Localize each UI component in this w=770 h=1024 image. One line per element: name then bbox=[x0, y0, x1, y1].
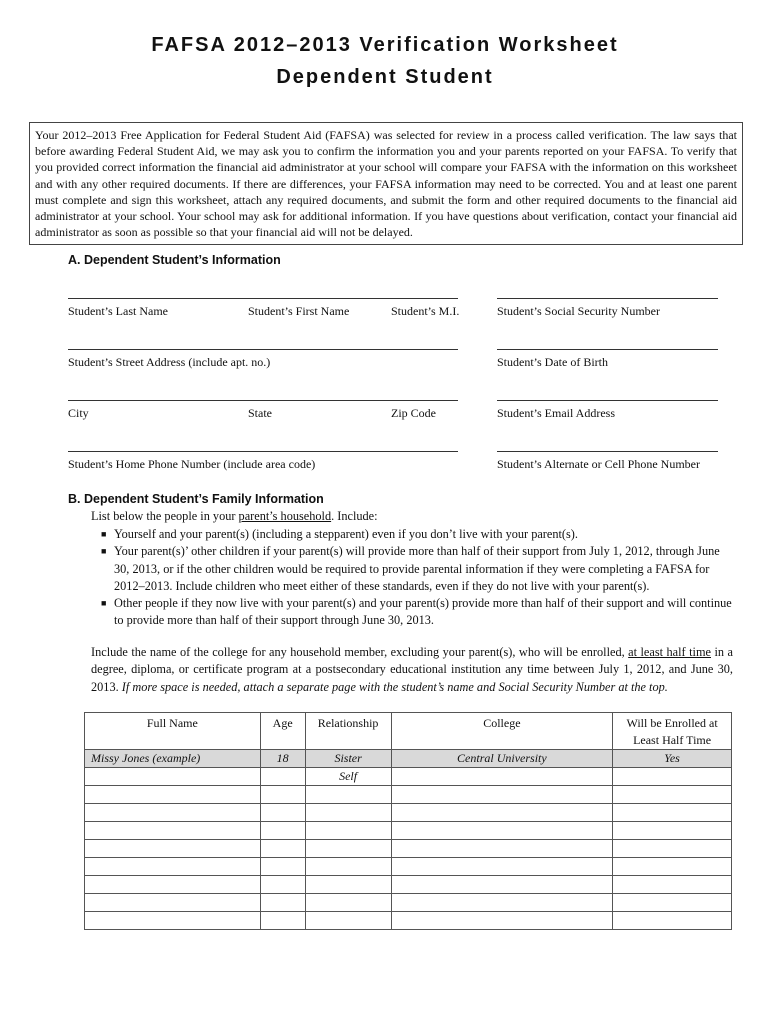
college-cell[interactable] bbox=[391, 858, 613, 876]
email-field-line[interactable] bbox=[497, 400, 718, 401]
last-name-label: Student’s Last Name bbox=[68, 304, 168, 318]
alt-phone-label: Student’s Alternate or Cell Phone Number bbox=[497, 457, 700, 471]
alt-phone-field-line[interactable] bbox=[497, 451, 718, 452]
relationship-cell[interactable] bbox=[305, 912, 391, 930]
bullet-item: ■ Your parent(s)’ other children if your parent(s) will provide more than half of their support from July 1, 2012, through June 30, 2013, or if the other children would be required to provide parental information if they were completing a FAFSA for 2012–2013. Include children who meet either of these standards, even if they do not live with your parent(s). bbox=[101, 544, 720, 593]
home-phone-field-line[interactable] bbox=[68, 451, 458, 452]
table-row bbox=[85, 894, 732, 912]
enrolled-cell[interactable] bbox=[613, 876, 732, 894]
example-relationship: Sister bbox=[305, 750, 391, 768]
first-name-label: Student’s First Name bbox=[248, 304, 350, 318]
relationship-cell[interactable] bbox=[305, 822, 391, 840]
section-a-heading: A. Dependent Student’s Information bbox=[68, 253, 281, 267]
zip-label: Zip Code bbox=[391, 406, 436, 420]
enrolled-cell[interactable] bbox=[613, 768, 732, 786]
relationship-cell[interactable] bbox=[305, 876, 391, 894]
col-header-college: College bbox=[391, 713, 613, 750]
page-title: FAFSA 2012–2013 Verification Worksheet bbox=[151, 34, 619, 56]
col-header-relationship: Relationship bbox=[305, 713, 391, 750]
name-cell[interactable] bbox=[85, 876, 261, 894]
college-note: Include the name of the college for any household member, excluding your parent(s), who will be enrolled, at least half time in a degree, diploma, or certificate program at a postsecondary educational institution any time between July 1, 2012, and June 30, 2013. If more space is needed, attach a separate page with the student’s name and Social Security Number at the top. bbox=[91, 645, 733, 694]
bullet-icon: ■ bbox=[101, 529, 107, 539]
table-row bbox=[85, 804, 732, 822]
age-cell[interactable] bbox=[260, 768, 305, 786]
section-b-heading: B. Dependent Student’s Family Information bbox=[68, 492, 324, 506]
example-age: 18 bbox=[260, 750, 305, 768]
relationship-cell[interactable]: Self bbox=[305, 768, 391, 786]
example-enrolled: Yes bbox=[613, 750, 732, 768]
college-cell[interactable] bbox=[391, 912, 613, 930]
bullet-icon: ■ bbox=[101, 598, 107, 609]
table-row bbox=[85, 912, 732, 930]
name-cell[interactable] bbox=[85, 804, 261, 822]
lead-text-end: . Include: bbox=[331, 509, 378, 523]
age-cell[interactable] bbox=[260, 912, 305, 930]
lead-text: List below the people in your bbox=[91, 509, 239, 523]
college-cell[interactable] bbox=[391, 894, 613, 912]
bullet-item: ■ Yourself and your parent(s) (including a stepparent) even if you don’t live with your parent(s). bbox=[101, 526, 733, 543]
enrolled-cell[interactable] bbox=[613, 822, 732, 840]
dob-label: Student’s Date of Birth bbox=[497, 355, 608, 369]
household-bullets bbox=[101, 526, 733, 630]
age-cell[interactable] bbox=[260, 858, 305, 876]
state-label: State bbox=[248, 406, 272, 420]
age-cell[interactable] bbox=[260, 894, 305, 912]
age-cell[interactable] bbox=[260, 876, 305, 894]
relationship-cell[interactable] bbox=[305, 804, 391, 822]
college-cell[interactable] bbox=[391, 840, 613, 858]
street-field-line[interactable] bbox=[68, 349, 458, 350]
example-name: Missy Jones (example) bbox=[85, 750, 261, 768]
college-cell[interactable] bbox=[391, 804, 613, 822]
name-cell[interactable] bbox=[85, 894, 261, 912]
dob-field-line[interactable] bbox=[497, 349, 718, 350]
table-header-row bbox=[85, 713, 732, 750]
enrolled-cell[interactable] bbox=[613, 894, 732, 912]
example-college: Central University bbox=[391, 750, 613, 768]
name-field-line[interactable] bbox=[68, 298, 458, 299]
household-lead bbox=[91, 508, 731, 525]
college-cell[interactable] bbox=[391, 822, 613, 840]
name-cell[interactable] bbox=[85, 822, 261, 840]
college-note-italic: If more space is needed, attach a separate page with the student’s name and Social Security Number at the top. bbox=[121, 679, 668, 694]
age-cell[interactable] bbox=[260, 822, 305, 840]
bullet-icon: ■ bbox=[101, 546, 107, 557]
relationship-cell[interactable] bbox=[305, 786, 391, 804]
enrolled-cell[interactable] bbox=[613, 858, 732, 876]
intro-box: Your 2012–2013 Free Application for Federal Student Aid (FAFSA) was selected for review in a process called verification. The law says that before awarding Federal Student Aid, we may ask you to confirm the information you and your parents reported on your FAFSA. To verify that you provided correct information the financial aid administrator at your school will compare your FAFSA with the information on this worksheet and with any other required documents. If there are differences, your FAFSA information may need to be corrected. You and at least one parent must complete and sign this worksheet, attach any required documents, and submit the form and other required documents to the financial aid administrator at your school. Your school may ask for additional information. If you have questions about verification, contact your financial aid administrator as soon as possible so that your financial aid will not be delayed. bbox=[29, 122, 743, 245]
email-label: Student’s Email Address bbox=[497, 406, 615, 420]
college-cell[interactable] bbox=[391, 876, 613, 894]
age-cell[interactable] bbox=[260, 786, 305, 804]
table-row bbox=[85, 858, 732, 876]
ssn-label: Student’s Social Security Number bbox=[497, 304, 660, 318]
half-time-link: at least half time bbox=[628, 645, 711, 659]
bullet-item: ■ Other people if they now live with your parent(s) and your parent(s) provide more than half of their support and will continue to provide more than half of their support through June 30, 2013. bbox=[101, 596, 732, 628]
relationship-cell[interactable] bbox=[305, 840, 391, 858]
age-cell[interactable] bbox=[260, 804, 305, 822]
relationship-cell[interactable] bbox=[305, 858, 391, 876]
name-cell[interactable] bbox=[85, 768, 261, 786]
mi-label: Student’s M.I. bbox=[391, 304, 460, 318]
table-row bbox=[85, 840, 732, 858]
enrolled-cell[interactable] bbox=[613, 840, 732, 858]
table-row bbox=[85, 822, 732, 840]
city-field-line[interactable] bbox=[68, 400, 458, 401]
name-cell[interactable] bbox=[85, 858, 261, 876]
name-cell[interactable] bbox=[85, 840, 261, 858]
example-row bbox=[85, 750, 732, 768]
home-phone-label: Student’s Home Phone Number (include area code) bbox=[68, 457, 316, 471]
col-header-enrolled: Will be Enrolled at Least Half Time bbox=[613, 713, 732, 750]
enrolled-cell[interactable] bbox=[613, 804, 732, 822]
college-cell[interactable] bbox=[391, 786, 613, 804]
table-row bbox=[85, 786, 732, 804]
family-table bbox=[84, 712, 732, 930]
street-label: Student’s Street Address (include apt. no.) bbox=[68, 355, 271, 369]
age-cell[interactable] bbox=[260, 840, 305, 858]
table-row bbox=[85, 768, 732, 786]
parent-household-link: parent’s household bbox=[238, 509, 332, 523]
city-label: City bbox=[68, 406, 89, 420]
ssn-field-line[interactable] bbox=[497, 298, 718, 299]
name-cell[interactable] bbox=[85, 786, 261, 804]
page-subtitle: Dependent Student bbox=[276, 66, 494, 88]
enrolled-cell[interactable] bbox=[613, 912, 732, 930]
enrolled-cell[interactable] bbox=[613, 786, 732, 804]
name-cell[interactable] bbox=[85, 912, 261, 930]
col-header-age: Age bbox=[260, 713, 305, 750]
college-cell[interactable] bbox=[391, 768, 613, 786]
relationship-cell[interactable] bbox=[305, 894, 391, 912]
table-row bbox=[85, 876, 732, 894]
col-header-name: Full Name bbox=[85, 713, 261, 750]
